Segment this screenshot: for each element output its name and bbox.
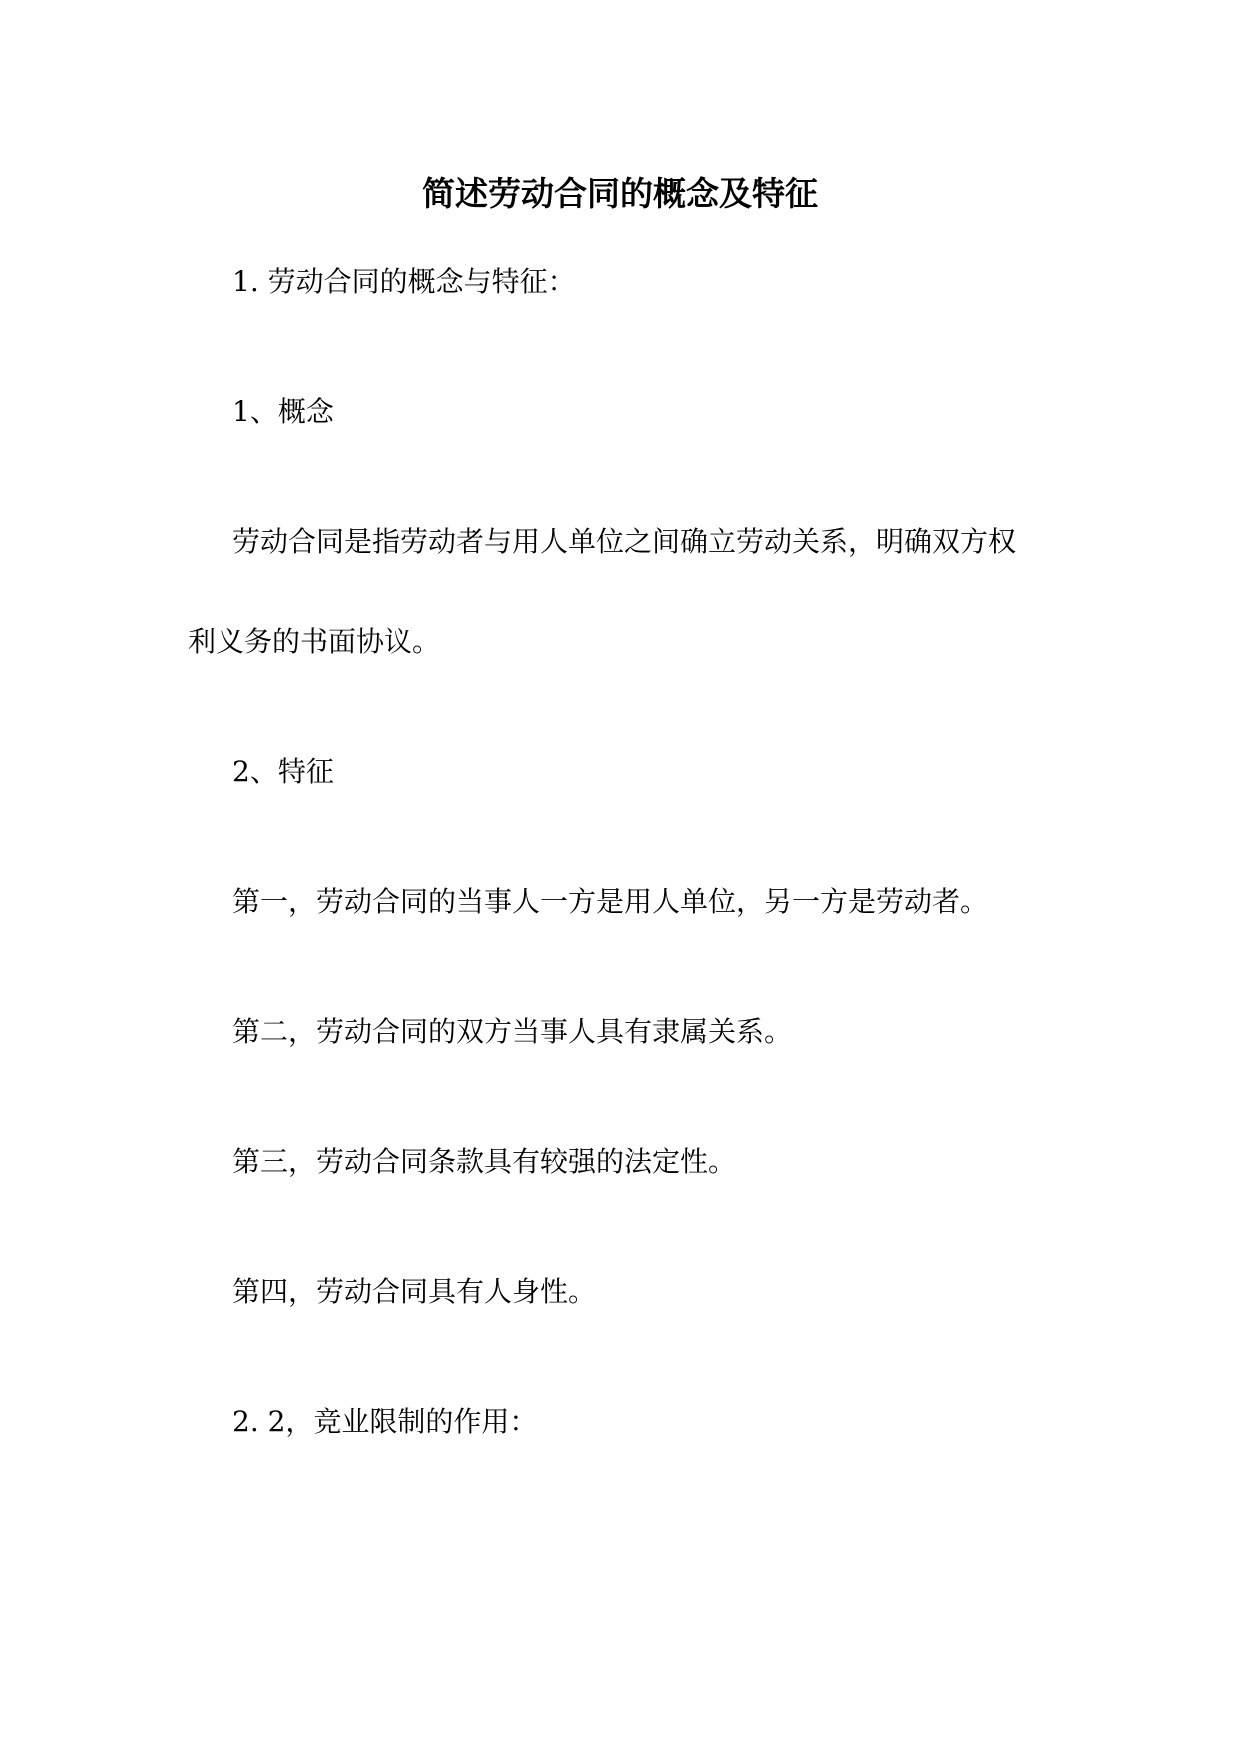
paragraph-definition-line-1: 劳动合同是指劳动者与用人单位之间确立劳动关系，明确双方权 xyxy=(232,525,1017,558)
document-title: 简述劳动合同的概念及特征 xyxy=(422,174,818,213)
paragraph-definition-line-2: 利义务的书面协议。 xyxy=(188,625,441,658)
section-heading-non-compete: 2. 2，竞业限制的作用： xyxy=(232,1405,538,1438)
section-heading-concept-and-features: 1. 劳动合同的概念与特征： xyxy=(232,265,576,298)
subheading-features: 2、特征 xyxy=(232,755,334,788)
feature-item-4: 第四，劳动合同具有人身性。 xyxy=(232,1275,597,1308)
feature-item-2: 第二，劳动合同的双方当事人具有隶属关系。 xyxy=(232,1015,793,1048)
subheading-concept: 1、概念 xyxy=(232,395,334,428)
feature-item-1: 第一，劳动合同的当事人一方是用人单位，另一方是劳动者。 xyxy=(232,885,989,918)
feature-item-3: 第三，劳动合同条款具有较强的法定性。 xyxy=(232,1145,737,1178)
